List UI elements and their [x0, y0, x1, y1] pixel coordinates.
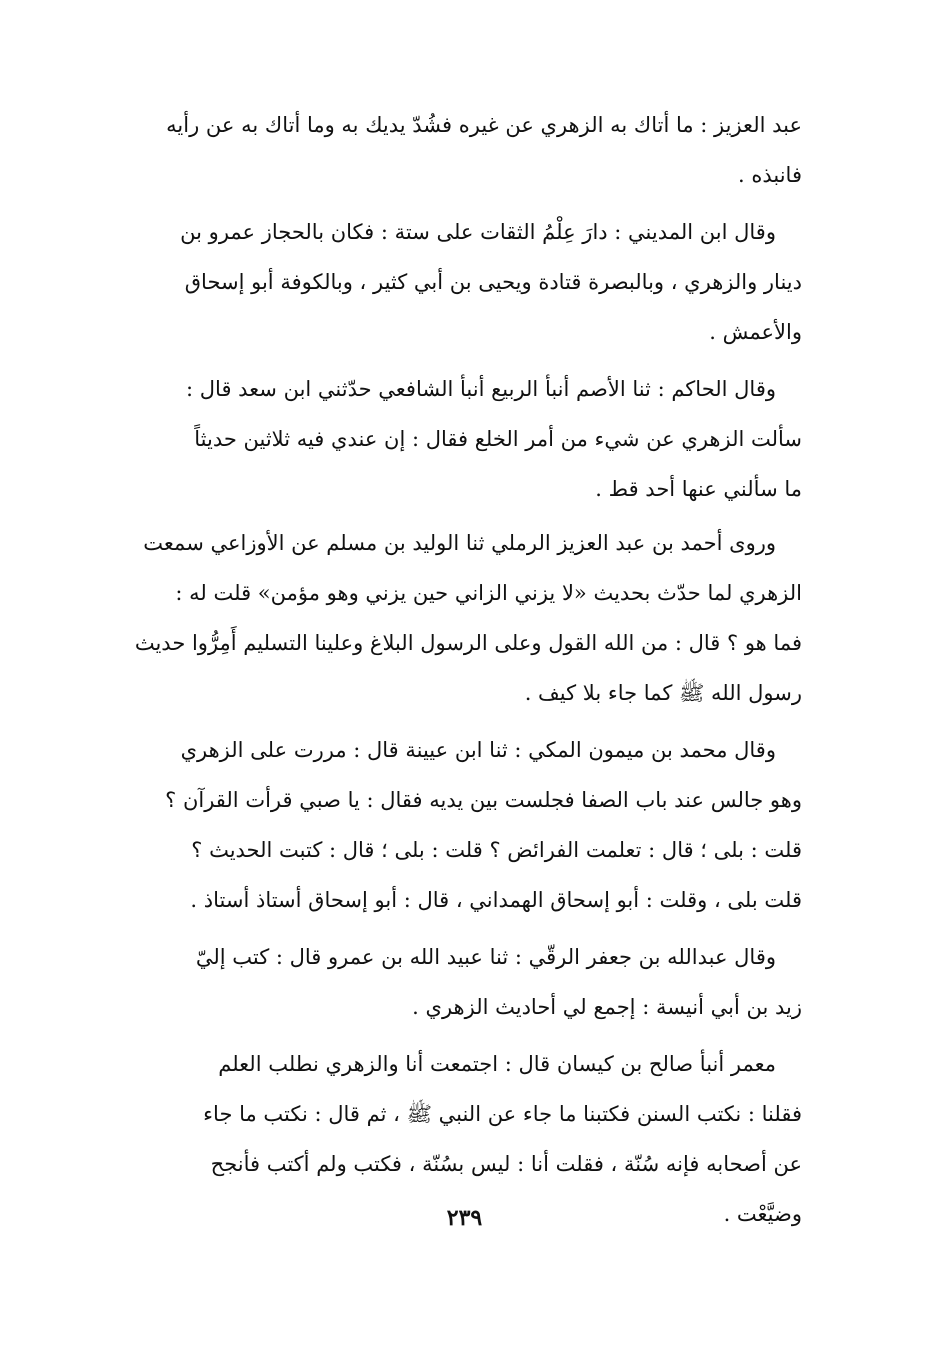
- paragraph-gap: [122, 200, 802, 207]
- text-line: وقال ابن المديني : دارَ عِلْمُ الثقات على ستة : فكان بالحجاز عمرو بن: [180, 220, 776, 244]
- text-line: وروى أحمد بن عبد العزيز الرملي ثنا الوليد بن مسلم عن الأوزاعي سمعت: [143, 531, 776, 555]
- text-line: وهو جالس عند باب الصفا فجلست بين يديه فقال : يا صبي قرأت القرآن ؟: [165, 788, 802, 812]
- text-line: قلت : بلى ؛ قال : تعلمت الفرائض ؟ قلت : بلى ؛ قال : كتبت الحديث ؟: [191, 838, 802, 862]
- paragraph-2: [122, 207, 802, 357]
- text-line: معمر أنبأ صالح بن كيسان قال : اجتمعت أنا والزهري نطلب العلم: [218, 1052, 776, 1076]
- paragraph-gap: [122, 925, 802, 932]
- paragraph-1: [122, 100, 802, 200]
- text-line: ما سألني عنها أحد قط .: [595, 477, 802, 501]
- text-line: وضيَّعْت .: [723, 1202, 802, 1226]
- text-line: فانبذه .: [738, 163, 802, 187]
- paragraph-3: [122, 364, 802, 514]
- paragraph-gap: [122, 1032, 802, 1039]
- text-line: فما هو ؟ قال : من الله القول وعلى الرسول البلاغ وعلينا التسليم أَمِرُّوا حديث: [134, 631, 802, 655]
- text-line: وقال محمد بن ميمون المكي : ثنا ابن عيينة قال : مررت على الزهري: [180, 738, 776, 762]
- text-line: عن أصحابه فإنه سُنّة ، فقلت أنا : ليس بسُنّة ، فكتب ولم أكتب فأنجح: [210, 1152, 802, 1176]
- text-line: والأعمش .: [709, 320, 802, 344]
- text-line: زيد بن أبي أنيسة : إجمع لي أحاديث الزهري .: [412, 995, 802, 1019]
- text-line: عبد العزيز : ما أتاك به الزهري عن غيره فشُدّ يديك به وما أتاك به عن رأيه: [166, 113, 802, 137]
- page-body: [122, 100, 802, 1239]
- text-line: دينار والزهري ، وبالبصرة قتادة ويحيى بن أبي كثير ، وبالكوفة أبو إسحاق: [184, 270, 802, 294]
- paragraph-6: [122, 932, 802, 1032]
- text-line: سألت الزهري عن شيء من أمر الخلع فقال : إن عندي فيه ثلاثين حديثاً: [194, 427, 802, 451]
- text-line: وقال الحاكم : ثنا الأصم أنبأ الربيع أنبأ الشافعي حدّثني ابن سعد قال :: [186, 377, 776, 401]
- text-line: الزهري لما حدّث بحديث «لا يزني الزاني حين يزني وهو مؤمن» قلت له :: [175, 581, 802, 605]
- text-line: قلت بلى ، وقلت : أبو إسحاق الهمداني ، قال : أبو إسحاق أستاذ أستاذ .: [190, 888, 802, 912]
- paragraph-gap: [122, 718, 802, 725]
- paragraph-5: [122, 725, 802, 925]
- text-line: وقال عبدالله بن جعفر الرقّي : ثنا عبيد الله بن عمرو قال : كتب إليّ: [195, 945, 776, 969]
- text-line: فقلنا : نكتب السنن فكتبنا ما جاء عن النبي ﷺ ، ثم قال : نكتب ما جاء: [203, 1102, 802, 1126]
- paragraph-4: [122, 518, 802, 718]
- paragraph-gap: [122, 357, 802, 364]
- text-line: رسول الله ﷺ كما جاء بلا كيف .: [524, 681, 802, 705]
- page-number: ٢٣٩: [446, 1205, 483, 1231]
